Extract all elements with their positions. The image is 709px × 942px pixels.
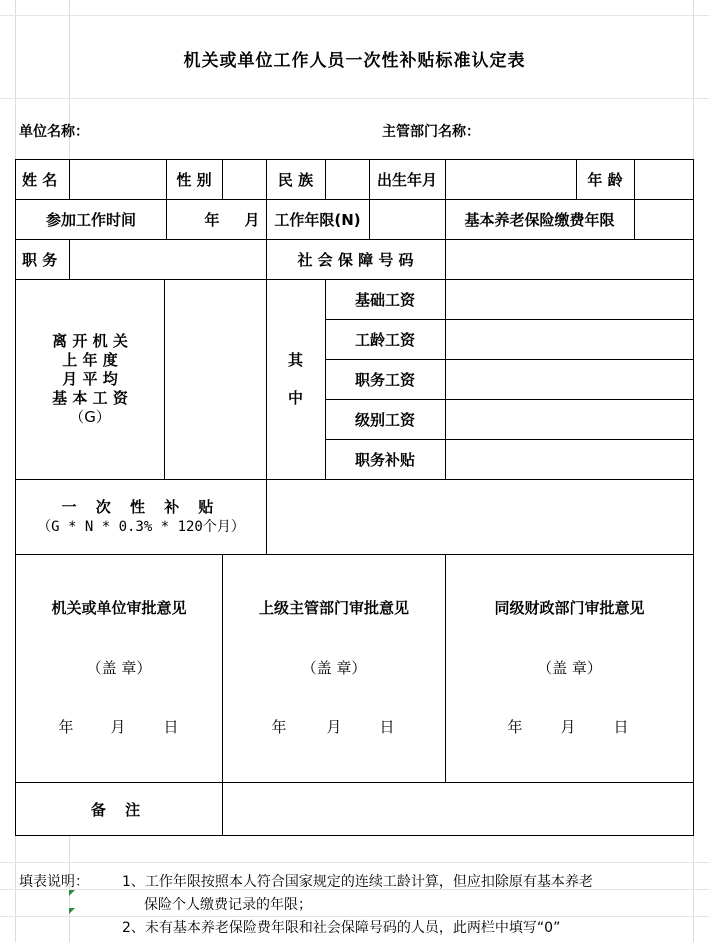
position-label: 职 务	[22, 250, 58, 269]
approval-finance-title: 同级财政部门审批意见	[494, 598, 645, 617]
salary-item-grade-value[interactable]	[446, 399, 693, 439]
salary-item-allowance-value[interactable]	[446, 439, 693, 479]
approval-superior-day: 日	[379, 717, 395, 736]
age-label: 年 龄	[587, 171, 623, 189]
social-security-value[interactable]	[446, 239, 693, 279]
comment-marker-icon	[69, 890, 75, 896]
remarks-label: 备 注	[90, 800, 148, 819]
among-label	[266, 279, 325, 479]
approval-unit-seal: （盖 章）	[86, 658, 152, 677]
subsidy-form-table	[15, 159, 694, 836]
approval-finance-year: 年	[507, 717, 523, 736]
base-salary-label-line: 基 本 工 资	[52, 388, 128, 407]
gender-value[interactable]	[223, 160, 266, 199]
approval-unit-day: 日	[163, 717, 179, 736]
salary-item-post-value[interactable]	[446, 359, 693, 399]
notes-item-2-line-1: 2、未有基本养老保险费年限和社会保障号码的人员，此两栏中填写“0”	[122, 920, 561, 936]
subsidy-label	[16, 479, 266, 554]
base-salary-label-line: 上 年 度	[62, 350, 118, 369]
base-salary-label	[16, 279, 164, 479]
unit-name-label: 单位名称：	[19, 124, 89, 140]
work-years-label: 工作年限(N)	[274, 210, 361, 229]
salary-item-allowance-label: 职务补贴	[354, 450, 415, 469]
approval-superior-seal: （盖 章）	[301, 658, 367, 677]
base-salary-label-line: （G）	[69, 407, 111, 426]
position-value[interactable]	[70, 239, 266, 279]
approval-superior-title: 上级主管部门审批意见	[258, 598, 409, 617]
work-start-year-label: 年	[204, 210, 220, 229]
name-label: 姓 名	[22, 171, 58, 189]
among-label-char: 中	[287, 389, 303, 407]
age-value[interactable]	[635, 160, 693, 199]
dept-name-label: 主管部门名称：	[382, 124, 480, 140]
subsidy-formula: （G * N * 0.3% * 120个月）	[37, 518, 245, 535]
work-start-label: 参加工作时间	[45, 210, 136, 229]
approval-superior-year: 年	[271, 717, 287, 736]
approval-unit-year: 年	[58, 717, 74, 736]
approval-unit-month: 月	[110, 717, 126, 736]
notes-item-1-line-2: 保险个人缴费记录的年限；	[144, 897, 312, 913]
social-security-label: 社 会 保 障 号 码	[297, 250, 414, 269]
pension-years-label: 基本养老保险缴费年限	[464, 210, 615, 229]
pension-years-value[interactable]	[635, 199, 693, 239]
comment-marker-icon	[69, 908, 75, 914]
approval-superior-month: 月	[326, 717, 342, 736]
notes-label: 填表说明：	[19, 874, 89, 890]
work-start-month-label: 月	[244, 210, 260, 229]
base-salary-label-line: 离 开 机 关	[52, 331, 128, 350]
approval-finance-month: 月	[560, 717, 576, 736]
salary-item-basic-value[interactable]	[446, 279, 693, 319]
among-label-char: 其	[287, 351, 303, 369]
ethnicity-label: 民 族	[277, 171, 314, 189]
salary-item-grade-label: 级别工资	[354, 410, 415, 429]
salary-item-seniority-label: 工龄工资	[354, 330, 415, 349]
work-years-value[interactable]	[370, 199, 445, 239]
ethnicity-value[interactable]	[326, 160, 369, 199]
remarks-value[interactable]	[223, 782, 693, 836]
salary-item-post-label: 职务工资	[354, 370, 415, 389]
salary-item-basic-label: 基础工资	[354, 290, 415, 309]
approval-finance-seal: （盖 章）	[537, 658, 602, 677]
birth-value[interactable]	[446, 160, 576, 199]
gender-label: 性 别	[176, 171, 212, 189]
base-salary-label-line: 月 平 均	[62, 369, 118, 388]
approval-unit-title: 机关或单位审批意见	[51, 598, 187, 617]
salary-item-seniority-value[interactable]	[446, 319, 693, 359]
name-value[interactable]	[70, 160, 166, 199]
page-title: 机关或单位工作人员一次性补贴标准认定表	[183, 50, 526, 71]
notes-item-1-line-1: 1、工作年限按照本人符合国家规定的连续工龄计算，但应扣除原有基本养老	[122, 874, 593, 890]
subsidy-value[interactable]	[267, 479, 693, 554]
approval-finance-day: 日	[613, 717, 629, 736]
birth-label: 出生年月	[376, 171, 437, 189]
base-salary-value[interactable]	[165, 279, 266, 479]
subsidy-label-text: 一 次 性 补 贴	[61, 497, 221, 516]
